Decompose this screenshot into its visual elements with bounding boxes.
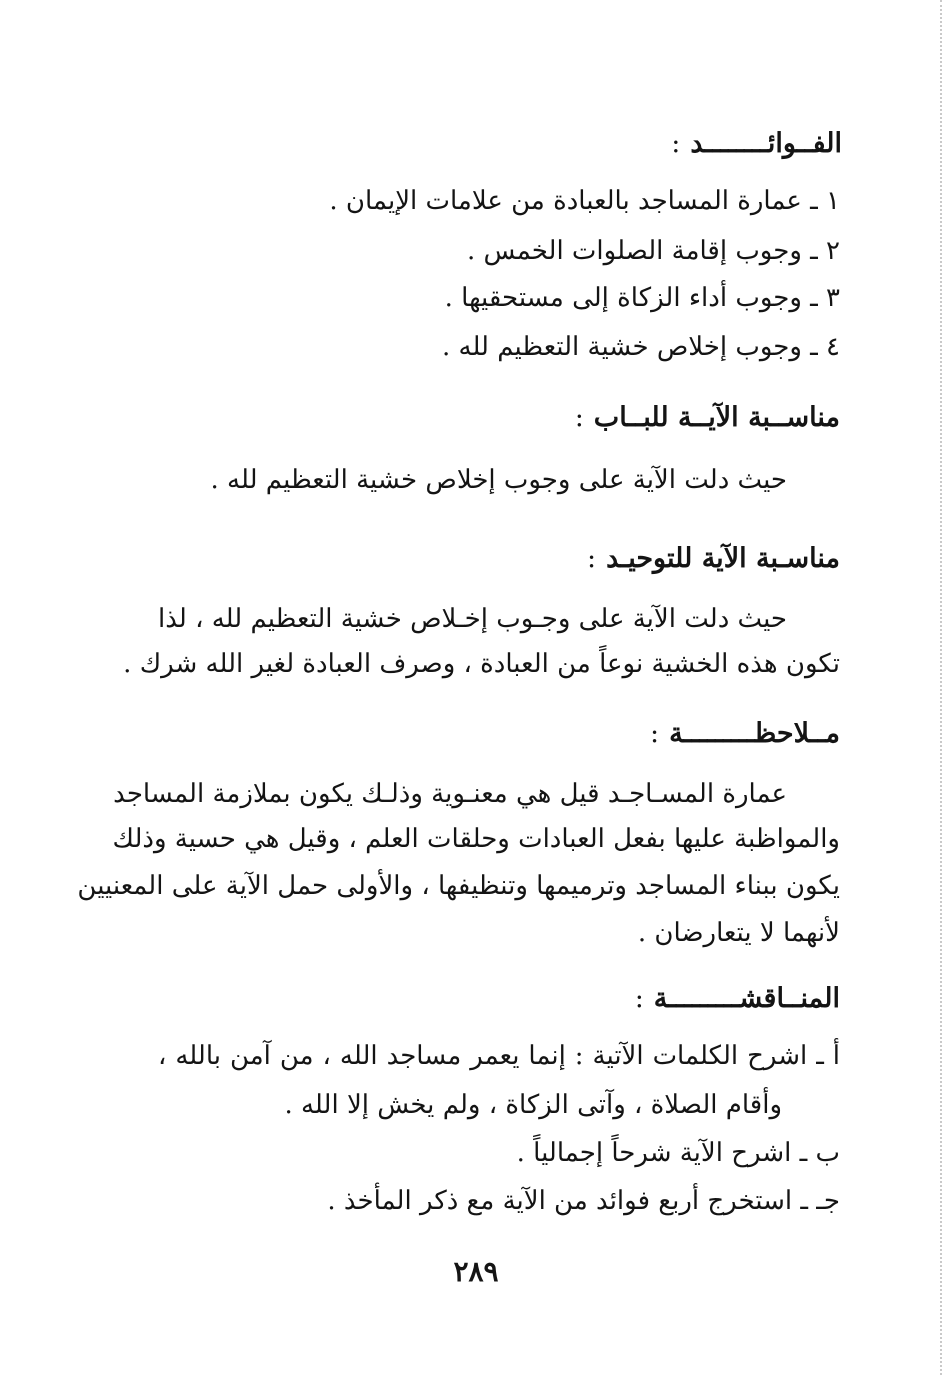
page-number: ٢٨٩ bbox=[453, 1255, 499, 1288]
munaqasha-heading-text: المنــاقشـــــــــة bbox=[653, 983, 840, 1014]
fawaid-item-4: ٤ ـ وجوب إخلاص خشية التعظيم لله . bbox=[441, 332, 840, 362]
munasaba-tawhid-heading-colon: : bbox=[587, 543, 597, 574]
munasaba-bab-heading-colon: : bbox=[574, 402, 584, 433]
munaqasha-heading-colon: : bbox=[634, 983, 644, 1014]
page-edge-dots bbox=[940, 0, 942, 1375]
mulahaza-line-1: عمارة المسـاجـد قيل هي معنـوية وذلـك يكون بملازمة المساجد bbox=[113, 779, 787, 809]
mulahaza-line-3: يكون ببناء المساجد وترميمها وتنظيفها ، والأولى حمل الآية على المعنيين bbox=[77, 871, 840, 901]
munasaba-tawhid-line-2: تكون هذه الخشية نوعاً من العبادة ، وصرف العبادة لغير الله شرك . bbox=[123, 649, 840, 679]
munasaba-tawhid-heading-text: مناسـبة الآية للتوحيـد bbox=[606, 543, 840, 574]
fawaid-item-2: ٢ ـ وجوب إقامة الصلوات الخمس . bbox=[467, 236, 840, 266]
fawaid-heading bbox=[671, 124, 842, 164]
munaqasha-question-c: جـ ـ استخرج أربع فوائد من الآية مع ذكر المأخذ . bbox=[327, 1186, 840, 1216]
munaqasha-heading bbox=[635, 979, 840, 1019]
munasaba-bab-text: حيث دلت الآية على وجوب إخلاص خشية التعظيم لله . bbox=[210, 465, 787, 495]
fawaid-heading-colon: : bbox=[671, 128, 681, 159]
munaqasha-question-a: أ ـ اشرح الكلمات الآتية : إنما يعمر مساجد الله ، من آمن بالله ، bbox=[158, 1041, 840, 1071]
munasaba-bab-heading bbox=[575, 398, 840, 438]
munasaba-bab-heading-text: مناســبة الآيــة للبــاب bbox=[593, 402, 840, 433]
mulahaza-heading-colon: : bbox=[649, 718, 660, 749]
mulahaza-line-4: لأنهما لا يتعارضان . bbox=[637, 918, 840, 948]
mulahaza-heading-text: مــلاحظـــــــــة bbox=[669, 718, 840, 749]
mulahaza-line-2: والمواظبة عليها بفعل العبادات وحلقات العلم ، وقيل هي حسية وذلك bbox=[112, 824, 840, 854]
fawaid-item-1: ١ ـ عمارة المساجد بالعبادة من علامات الإيمان . bbox=[329, 186, 840, 216]
munaqasha-question-a-cont: وأقام الصلاة ، وآتى الزكاة ، ولم يخش إلا الله . bbox=[284, 1090, 782, 1120]
munaqasha-question-b: ب ـ اشرح الآية شرحاً إجمالياً . bbox=[516, 1138, 840, 1168]
fawaid-heading-text: الفــوائــــــــد bbox=[690, 128, 842, 159]
munasaba-tawhid-heading bbox=[587, 539, 840, 579]
mulahaza-heading bbox=[650, 714, 840, 754]
fawaid-item-3: ٣ ـ وجوب أداء الزكاة إلى مستحقيها . bbox=[444, 283, 840, 313]
munasaba-tawhid-line-1: حيث دلت الآية على وجـوب إخـلاص خشية التعظيم لله ، لذا bbox=[158, 604, 788, 634]
